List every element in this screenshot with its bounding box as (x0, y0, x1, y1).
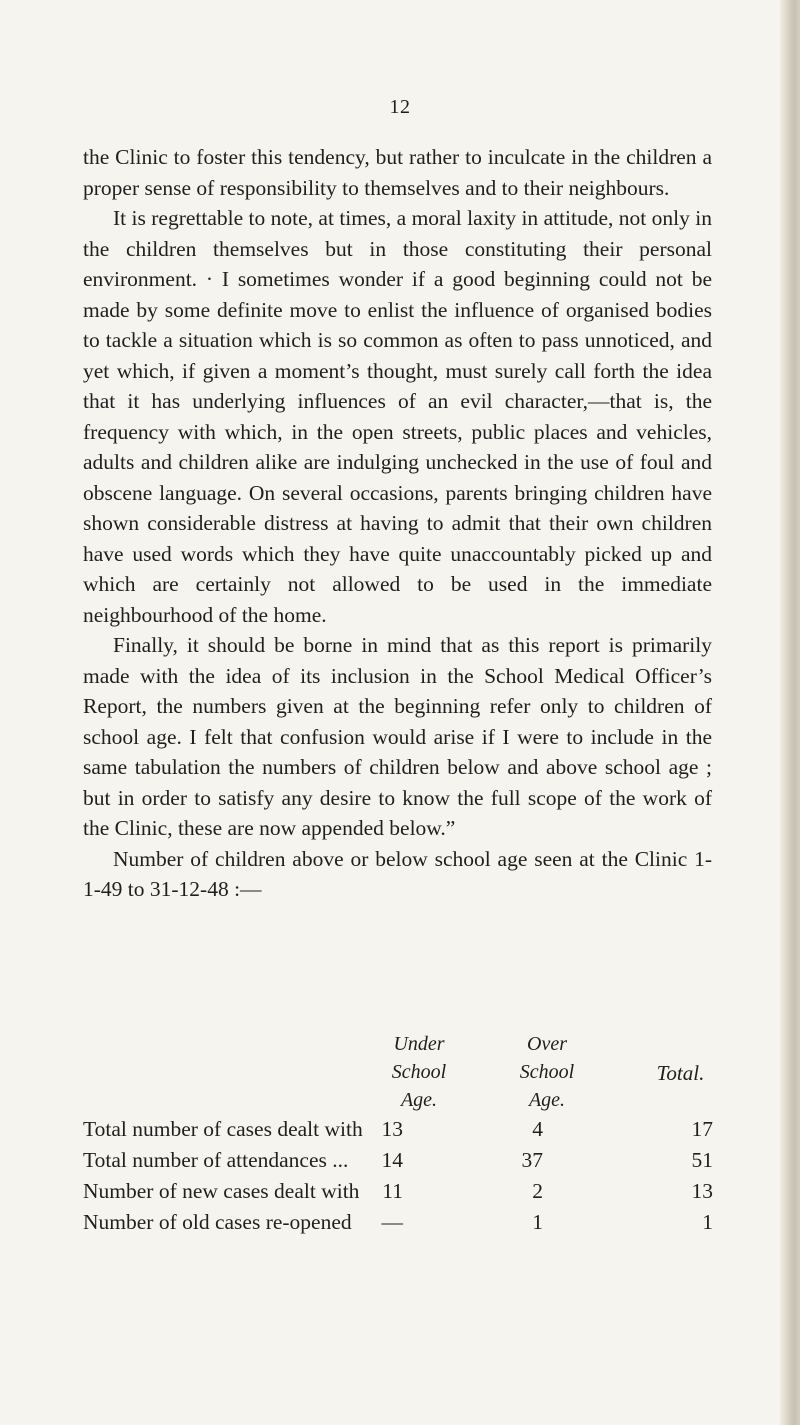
paragraph-3: Finally, it should be borne in mind that as this report is primarily made with the idea of its inclusion in the School Medical Officer’s Report, the numbers given at the beginning refer only to children of school age. I felt that confusion would arise if I were to include in the same tabulation the numbers of children below and above school age ; but in order to satisfy any desire to know the full scope of the work of the Clinic, these are now appended below.” (83, 633, 712, 840)
paragraph-4: Number of children above or below school age seen at the Clinic 1-1-49 to 31-12-48 :— (83, 846, 712, 901)
row-label: Number of new cases dealt with (83, 1179, 360, 1203)
header-over-line-3: Age. (528, 1089, 566, 1111)
table-row (83, 1210, 743, 1240)
page-number: 12 (389, 96, 411, 118)
header-under-line-3: Age. (400, 1089, 438, 1111)
table-row (83, 1179, 743, 1209)
paragraph-2: It is regrettable to note, at times, a moral laxity in attitude, not only in the children themselves but in those constituting their personal environment. · I sometimes wonder if a good beginning could not be made by some definite move to enlist the influence of organised bodies to tackle a situation which is so common as often to pass unnoticed, and yet which, if given a moment’s thought, must surely call forth the idea that it has underlying influences of an evil character,—that is, the frequency with which, in the open streets, public places and vehicles, adults and children alike are indulging unchecked in the use of foul and obscene language. On several occasions, parents bringing children have shown considerable distress at having to admit that their own children have used words which they have quite unaccountably picked up and which are certainly not allowed to be used in the immediate neighbourhood of the home. (83, 206, 712, 627)
row-under: 13 (381, 1117, 403, 1141)
header-total: Total. (656, 1061, 705, 1085)
header-under-line-2: School (391, 1061, 447, 1083)
row-total: 51 (691, 1148, 713, 1172)
row-over: 1 (532, 1210, 543, 1234)
row-over: 37 (521, 1148, 543, 1172)
table-row (83, 1148, 743, 1178)
body-text (83, 142, 712, 905)
row-over: 4 (532, 1117, 543, 1141)
row-label: Number of old cases re-opened (83, 1210, 352, 1234)
header-under-line-1: Under (393, 1033, 445, 1055)
row-label: Total number of attendances ... (83, 1148, 349, 1172)
header-over-line-1: Over (527, 1033, 567, 1055)
paragraph-1: the Clinic to foster this tendency, but rather to inculcate in the children a proper sense of responsibility to themselves and to their neighbours. (83, 145, 712, 200)
row-under: — (381, 1210, 403, 1234)
header-over-line-2: School (519, 1061, 575, 1083)
table-row (83, 1117, 743, 1147)
row-total: 1 (702, 1210, 713, 1234)
row-under: 14 (381, 1148, 403, 1172)
row-label: Total number of cases dealt with (83, 1117, 363, 1141)
row-under: 11 (382, 1179, 403, 1203)
page-edge-shadow (780, 0, 800, 1425)
row-total: 17 (691, 1117, 713, 1141)
row-total: 13 (691, 1179, 713, 1203)
row-over: 2 (532, 1179, 543, 1203)
